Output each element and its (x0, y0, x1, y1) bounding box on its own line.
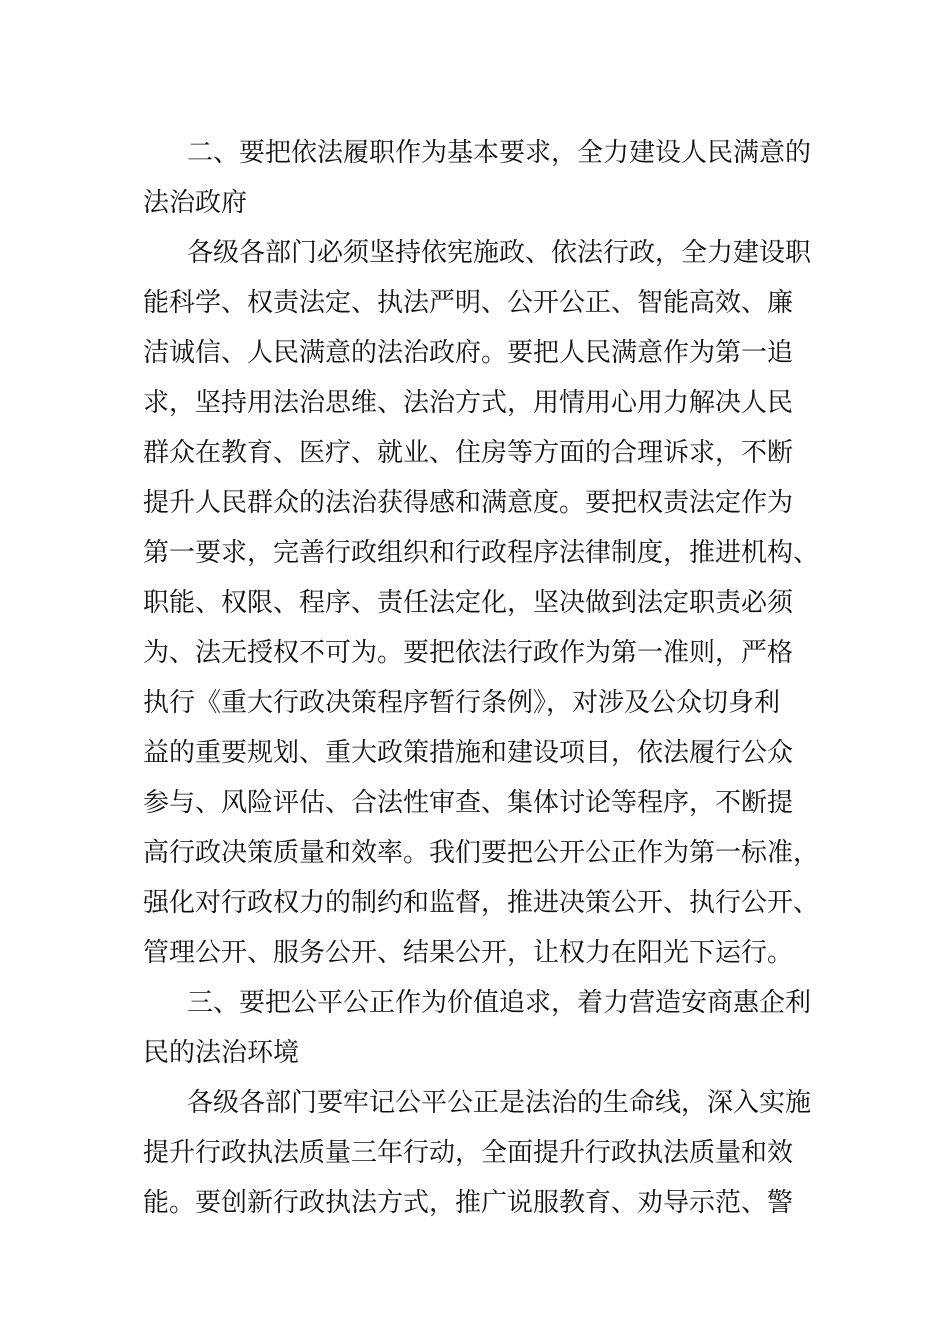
paragraph-line: 强化对行政权力的制约和监督，推进决策公开、执行公开、 (143, 888, 820, 918)
paragraph-line: 群众在教育、医疗、就业、住房等方面的合理诉求，不断 (143, 438, 794, 468)
paragraph-line: 为、法无授权不可为。要把依法行政作为第一准则，严格 (143, 638, 794, 668)
paragraph-line: 益的重要规划、重大政策措施和建设项目，依法履行公众 (143, 738, 794, 768)
section-heading-2-line-2: 法治政府 (143, 188, 248, 218)
paragraph-line: 提升行政执法质量三年行动，全面提升行政执法质量和效 (143, 1138, 794, 1168)
paragraph-line: 各级各部门要牢记公平公正是法治的生命线，深入实施 (187, 1088, 812, 1118)
section-heading-3-line-1: 三、要把公平公正作为价值追求，着力营造安商惠企利 (187, 988, 812, 1018)
paragraph-line: 执行《重大行政决策程序暂行条例》，对涉及公众切身利 (143, 688, 781, 718)
section-heading-2-line-1: 二、要把依法履职作为基本要求，全力建设人民满意的 (187, 138, 812, 168)
paragraph-line: 参与、风险评估、合法性审查、集体讨论等程序，不断提 (143, 788, 794, 818)
paragraph-line: 提升人民群众的法治获得感和满意度。要把权责法定作为 (143, 488, 794, 518)
section-heading-3-line-2: 民的法治环境 (143, 1038, 300, 1068)
paragraph-line: 能。要创新行政执法方式，推广说服教育、劝导示范、警 (143, 1188, 794, 1218)
paragraph-line: 各级各部门必须坚持依宪施政、依法行政，全力建设职 (187, 238, 812, 268)
paragraph-line: 求，坚持用法治思维、法治方式，用情用心用力解决人民 (143, 388, 794, 418)
paragraph-line: 管理公开、服务公开、结果公开，让权力在阳光下运行。 (143, 938, 794, 968)
paragraph-line: 高行政决策质量和效率。我们要把公开公正作为第一标准， (143, 838, 820, 868)
paragraph-line: 能科学、权责法定、执法严明、公开公正、智能高效、廉 (143, 288, 794, 318)
document-body (143, 128, 820, 1228)
paragraph-line: 洁诚信、人民满意的法治政府。要把人民满意作为第一追 (143, 338, 794, 368)
paragraph-line: 职能、权限、程序、责任法定化，坚决做到法定职责必须 (143, 588, 794, 618)
paragraph-line: 第一要求，完善行政组织和行政程序法律制度，推进机构、 (143, 538, 820, 568)
